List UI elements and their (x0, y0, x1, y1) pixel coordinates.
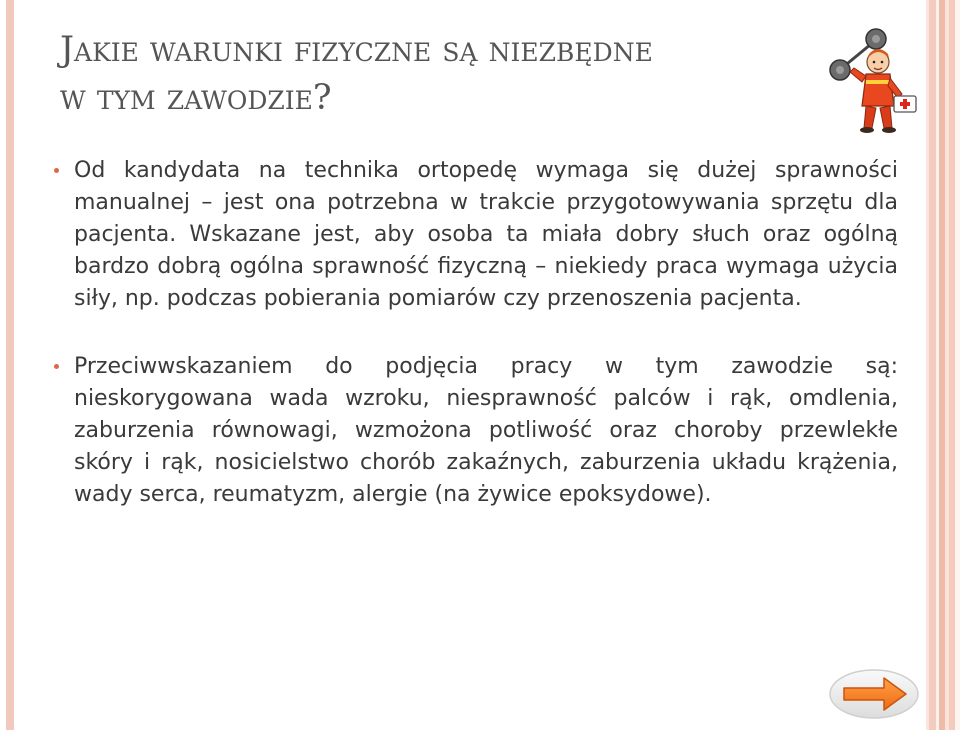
slide-content (48, 155, 898, 547)
slide-title (60, 26, 820, 122)
bullet-text: Od kandydata na technika ortopedę wymaga się dużej sprawności manualnej – jest ona potrzebna w trakcie przygotowywania sprzętu dla pacjenta. Wskazane jest, aby osoba ta miała dobry słuch oraz ogólną bardzo dobrą ogólna sprawność fizyczną – niekiedy praca wymaga użycia siły, np. podczas pobierania pomiarów czy przenoszenia pacjenta. (74, 158, 898, 311)
next-arrow-icon (826, 666, 922, 722)
bullet-text: Przeciwwskazaniem do podjęcia pracy w tym zawodzie są: nieskorygowana wada wzroku, niesprawność palców i rąk, omdlenia, zaburzenia równowagi, wzmożona potliwość oraz choroby przewlekłe skóry i rąk, nosicielstwo chorób zakaźnych, zaburzenia układu krążenia, wady serca, reumatyzm, alergie (na żywice epoksydowe). (74, 354, 898, 507)
left-border-stripe (6, 0, 14, 730)
bullet-dot-icon (54, 168, 59, 173)
right-border-stripes (926, 0, 960, 730)
bullet-dot-icon (54, 364, 59, 369)
title-line-1: Jakie warunki fizyczne są niezbędne (60, 30, 653, 70)
bullet-item (48, 155, 898, 315)
paramedic-with-weights-icon (828, 28, 920, 136)
next-slide-button[interactable] (826, 666, 922, 722)
bullet-item (48, 351, 898, 511)
title-line-2: w tym zawodzie? (60, 78, 332, 118)
